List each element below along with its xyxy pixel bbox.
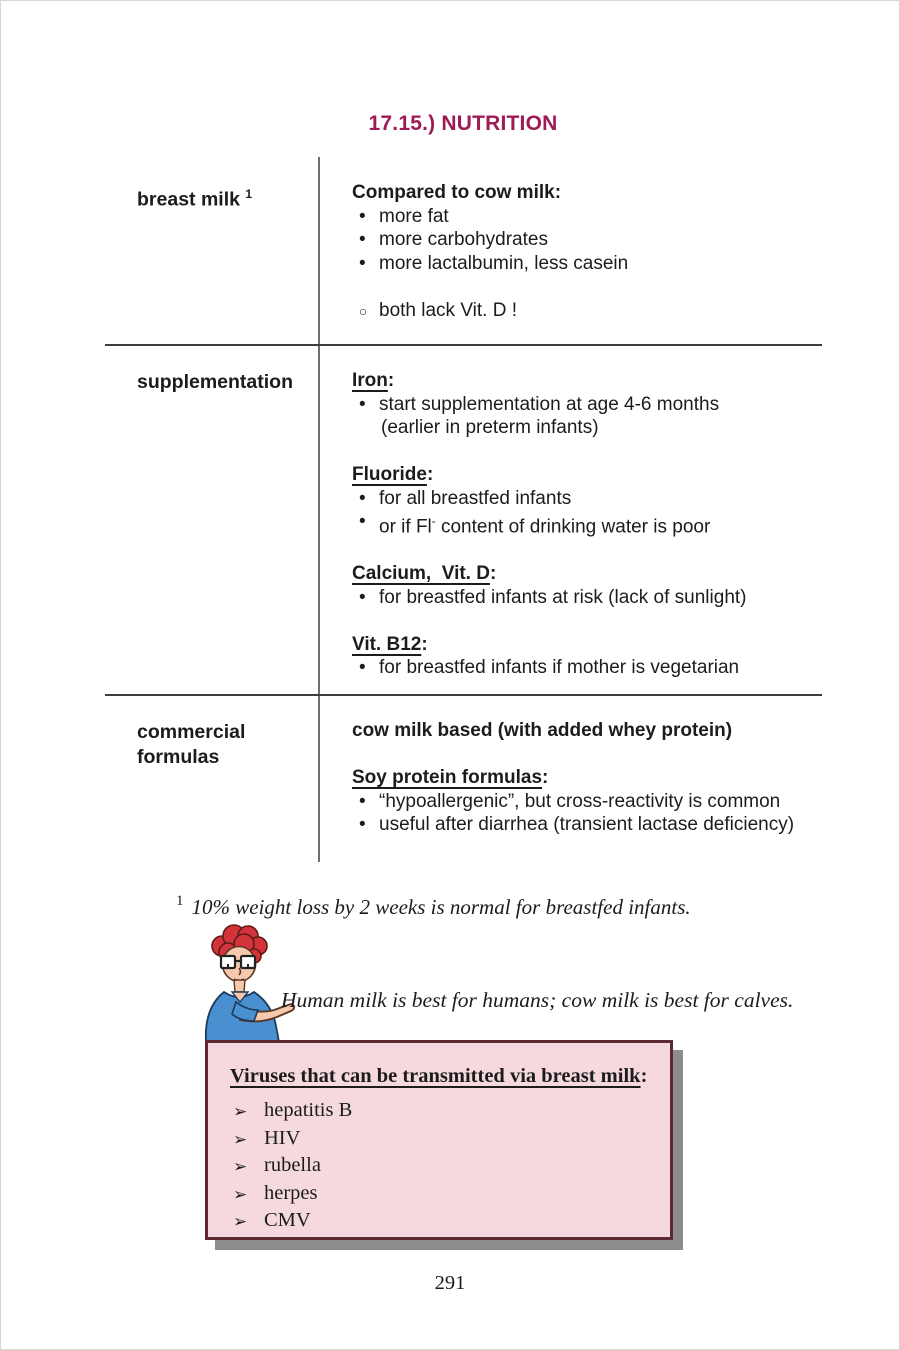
virus-box — [205, 1040, 673, 1240]
bullet-text: more fat — [379, 205, 449, 227]
bullet-item — [352, 790, 832, 814]
footnote — [176, 893, 796, 920]
list-item — [230, 1125, 660, 1153]
content-heading: Compared to cow milk: — [352, 182, 562, 203]
bullet-icon: • — [359, 586, 366, 608]
section-title: Soy protein formulas — [352, 767, 543, 788]
bullet-icon: • — [359, 657, 366, 679]
bullet-text: for all breastfed infants — [379, 487, 572, 509]
arrow-bullet-icon: ➢ — [233, 1102, 248, 1121]
list-item — [230, 1180, 660, 1208]
bullet-text: for breastfed infants if mother is vegetarian — [379, 657, 740, 679]
footnote-ref-sup: 1 — [245, 187, 253, 201]
list-item — [230, 1207, 660, 1235]
bullet-icon: • — [359, 205, 366, 227]
bullet-icon: • — [359, 252, 366, 274]
row-content-commercial-formulas — [352, 719, 832, 837]
row-label-line: commercial — [137, 721, 246, 743]
bullet-text: more lactalbumin, less casein — [379, 252, 629, 274]
virus-box-title — [230, 1065, 660, 1088]
table-row-divider-1 — [105, 344, 822, 346]
row-label-supplementation: supplementation — [137, 371, 294, 393]
arrow-bullet-icon: ➢ — [233, 1184, 248, 1204]
page-number: 291 — [434, 1272, 466, 1294]
list-item-text: herpes — [264, 1181, 318, 1204]
text-part: content of drinking water is poor — [435, 516, 711, 538]
section-heading-b12 — [352, 633, 832, 657]
list-item-text: hepatitis B — [264, 1099, 353, 1121]
section-title: Vit. B12 — [352, 633, 422, 655]
colon: : — [489, 563, 497, 585]
page-title: 17.15.) NUTRITION — [368, 112, 558, 135]
arrow-bullet-icon: ➢ — [233, 1212, 248, 1231]
bullet-continuation: (earlier in preterm infants) — [381, 417, 599, 438]
bullet-icon: • — [359, 814, 366, 835]
table-row-divider-2 — [105, 694, 822, 696]
bullet-icon: • — [359, 229, 366, 250]
bullet-item — [352, 487, 832, 511]
bullet-text: start supplementation at age 4-6 months — [379, 393, 720, 415]
bullet-item — [352, 393, 832, 417]
circle-item — [352, 299, 832, 323]
pointing-man-cartoon-icon — [188, 924, 300, 1049]
bullet-item — [352, 252, 832, 276]
bullet-item — [352, 586, 832, 610]
colon: : — [387, 370, 395, 391]
text-part: or if Fl — [379, 516, 432, 538]
row-content-breast-milk — [352, 181, 832, 322]
section-title: Calcium, Vit. D — [352, 563, 490, 585]
list-item-text: HIV — [264, 1126, 301, 1149]
list-item — [230, 1152, 660, 1180]
arrow-bullet-icon: ➢ — [233, 1129, 248, 1149]
section-heading-fluoride — [352, 463, 832, 487]
bullet-item — [352, 813, 832, 837]
colon: : — [542, 767, 549, 788]
section-heading-soy — [352, 766, 832, 790]
section-heading-iron — [352, 369, 832, 393]
bullet-text: more carbohydrates — [379, 229, 548, 250]
section-title: Fluoride — [352, 464, 427, 485]
row-label-breast-milk — [137, 182, 307, 213]
bullet-text: useful after diarrhea (transient lactase deficiency) — [379, 814, 795, 835]
footnote-number: 1 — [176, 893, 184, 909]
list-item-text: CMV — [264, 1209, 311, 1231]
bullet-text: for breastfed infants at risk (lack of sunlight) — [379, 586, 747, 608]
table-vertical-divider — [318, 157, 320, 862]
row-content-supplementation — [352, 369, 832, 680]
bullet-icon: • — [359, 511, 366, 532]
virus-box-title-text: Viruses that can be transmitted via breast milk — [230, 1065, 641, 1087]
arrow-bullet-icon: ➢ — [233, 1157, 248, 1176]
virus-list — [230, 1097, 660, 1235]
colon: : — [640, 1065, 648, 1087]
bullet-text: “hypoallergenic”, but cross-reactivity is common — [379, 790, 781, 812]
circle-item-text: both lack Vit. D ! — [379, 299, 517, 321]
bullet-item — [352, 510, 832, 539]
superscript-minus: - — [431, 515, 436, 528]
bullet-icon: • — [359, 393, 366, 415]
bullet-icon: • — [359, 790, 366, 812]
row-label-commercial-formulas — [137, 720, 307, 770]
list-item-text: rubella — [264, 1154, 321, 1176]
row-label-line: formulas — [137, 746, 220, 768]
bullet-item — [352, 228, 832, 252]
content-heading: cow milk based (with added whey protein) — [352, 720, 733, 741]
footnote-text: 10% weight loss by 2 weeks is normal for breastfed infants. — [191, 895, 691, 919]
bullet-item — [352, 205, 832, 229]
colon: : — [426, 464, 434, 485]
mascot-quote: Human milk is best for humans; cow milk is best for calves. — [281, 988, 794, 1012]
bullet-item — [352, 656, 832, 680]
circle-bullet-icon: ○ — [359, 303, 368, 319]
mascot-svg — [188, 924, 300, 1044]
section-heading-calcium — [352, 562, 832, 586]
bullet-text — [379, 510, 710, 539]
bullet-icon: • — [359, 487, 366, 509]
list-item — [230, 1097, 660, 1125]
row-label-text: breast milk — [137, 188, 240, 211]
section-title: Iron — [352, 370, 388, 391]
colon: : — [421, 633, 428, 655]
